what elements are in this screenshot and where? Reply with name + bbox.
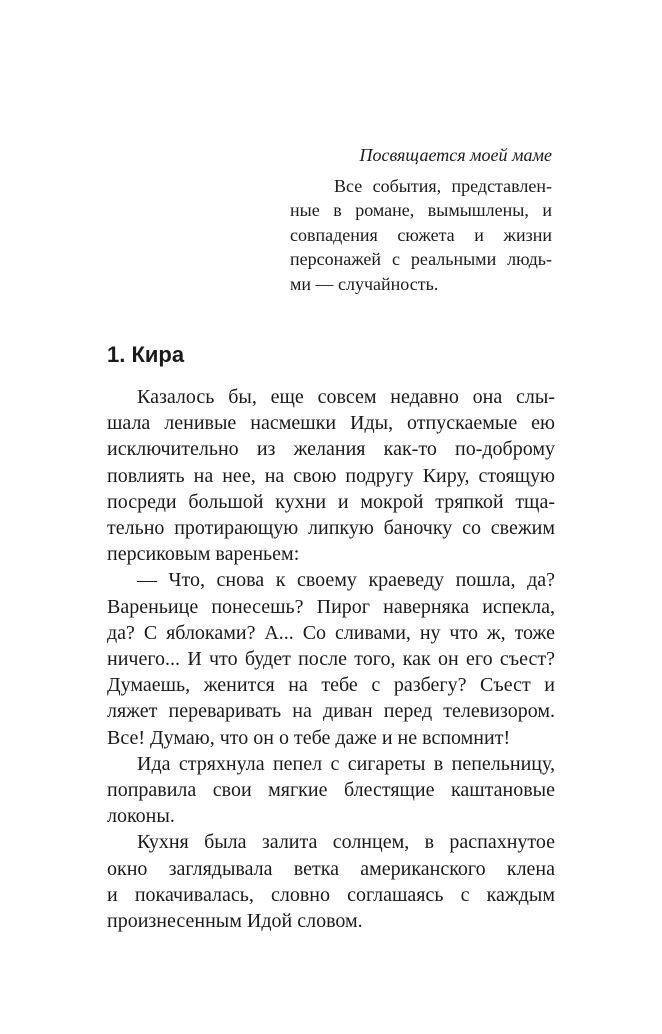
text-line: поправила свои мягкие блестящие каштановые bbox=[107, 779, 555, 802]
text-line: ничего... И что будет после того, как он его съест? bbox=[107, 648, 555, 671]
text-line: — Что, снова к своему краеведу пошла, да? bbox=[137, 569, 555, 592]
epigraph bbox=[290, 143, 552, 296]
text-line: Казалось бы, еще совсем недавно она слы- bbox=[137, 386, 555, 408]
text-line: произнесенным Идой словом. bbox=[107, 910, 363, 933]
text-line: и покачивалась, словно соглашаясь с каждым bbox=[107, 883, 555, 906]
text-line: тельно протирающую липкую баночку со свежим bbox=[107, 517, 555, 540]
disclaimer-line: Все события, представлен- bbox=[334, 175, 552, 196]
text-line: Все! Думаю, что он о тебе даже и не вспомнит! bbox=[107, 726, 511, 749]
text-line: персиковым вареньем: bbox=[107, 543, 300, 566]
dedication: Посвящается моей маме bbox=[359, 145, 552, 165]
disclaimer-line: ми — случайность. bbox=[290, 273, 439, 294]
disclaimer-line: ные в романе, вымышлены, и bbox=[290, 200, 552, 220]
text-line: Думаешь, женится на тебе с разбегу? Съест и bbox=[107, 674, 555, 697]
text-line: повлиять на нее, на свою подругу Киру, стоящую bbox=[107, 464, 555, 487]
chapter-title: 1. Кира bbox=[107, 342, 185, 367]
text-line: локоны. bbox=[107, 805, 175, 828]
text-line: исключительно из желания как-то по-доброму bbox=[107, 438, 555, 461]
text-line: да? С яблоками? А... Со сливами, ну что ж, тоже bbox=[107, 621, 555, 644]
body-text bbox=[107, 384, 555, 934]
text-line: посреди большой кухни и мокрой тряпкой тща- bbox=[107, 490, 555, 513]
text-line: шала ленивые насмешки Иды, отпускаемые ею bbox=[107, 412, 555, 435]
paragraph bbox=[107, 829, 555, 934]
disclaimer bbox=[290, 174, 552, 297]
paragraph bbox=[107, 751, 555, 830]
text-line: Ида стряхнула пепел с сигареты в пепельницу, bbox=[137, 752, 555, 775]
disclaimer-line: совпадения сюжета и жизни bbox=[290, 224, 552, 245]
paragraph bbox=[107, 384, 555, 567]
disclaimer-line: персонажей с реальными людь- bbox=[290, 249, 552, 269]
text-line: окно заглядывала ветка американского клена bbox=[107, 857, 555, 880]
paragraph bbox=[107, 567, 555, 750]
text-line: ляжет переваривать на диван перед телевизором. bbox=[107, 700, 555, 723]
text-line: Кухня была залита солнцем, в распахнутое bbox=[137, 831, 555, 854]
text-line: Вареньице понесешь? Пирог наверняка испекла, bbox=[107, 595, 555, 618]
